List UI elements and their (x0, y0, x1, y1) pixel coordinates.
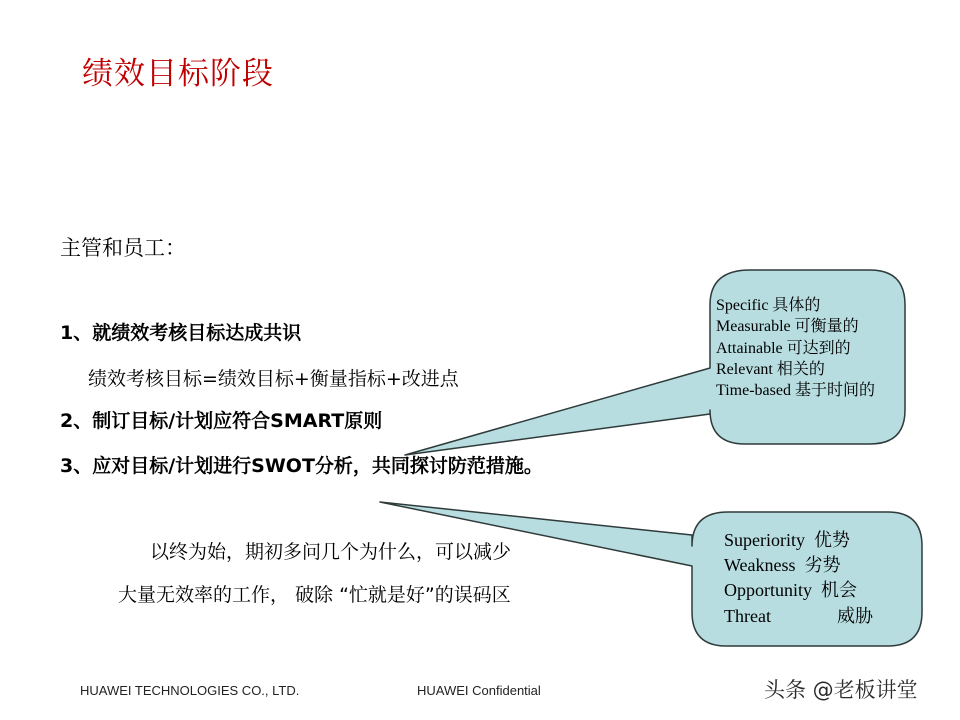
swot-row (724, 528, 914, 553)
quote-line: 以终为始，期初多问几个为什么，可以减少 (150, 541, 512, 563)
subtitle: 主管和员工： (60, 236, 186, 260)
smart-line: Attainable 可达到的 (716, 339, 851, 357)
swot-zh: 机会 (821, 580, 857, 601)
swot-zh: 威胁 (837, 605, 873, 626)
list-item: 1、就绩效考核目标达成共识 (60, 322, 302, 344)
footer-confidential: HUAWEI Confidential (417, 683, 541, 698)
smart-callout (716, 295, 896, 401)
swot-zh: 优势 (814, 530, 850, 550)
smart-line: Specific 具体的 (716, 297, 821, 314)
swot-en: Opportunity (724, 580, 812, 601)
swot-en: Threat (724, 605, 771, 626)
smart-line: Measurable 可衡量的 (716, 318, 859, 336)
swot-callout (724, 528, 914, 629)
swot-row (724, 553, 914, 578)
watermark-text: 头条 @老板讲堂 (764, 678, 918, 702)
list-item: 3、应对目标/计划进行SWOT分析，共同探讨防范措施。 (60, 455, 543, 477)
swot-zh: 劣势 (804, 555, 841, 576)
slide-title: 绩效目标阶段 (82, 56, 274, 92)
swot-row (724, 604, 914, 629)
swot-en: Weakness (724, 555, 796, 576)
smart-line: Relevant 相关的 (716, 360, 825, 378)
quote-line: 大量无效率的工作， 破除 “忙就是好”的误码区 (118, 584, 511, 606)
list-item-formula: 绩效考核目标=绩效目标+衡量指标+改进点 (88, 368, 459, 390)
watermark (764, 674, 918, 704)
footer-company: HUAWEI TECHNOLOGIES CO., LTD. (80, 683, 300, 698)
smart-line: Time-based 基于时间的 (716, 382, 875, 400)
swot-row (724, 578, 914, 603)
list-item: 2、制订目标/计划应符合SMART原则 (60, 410, 383, 432)
swot-en: Superiority (724, 530, 805, 550)
